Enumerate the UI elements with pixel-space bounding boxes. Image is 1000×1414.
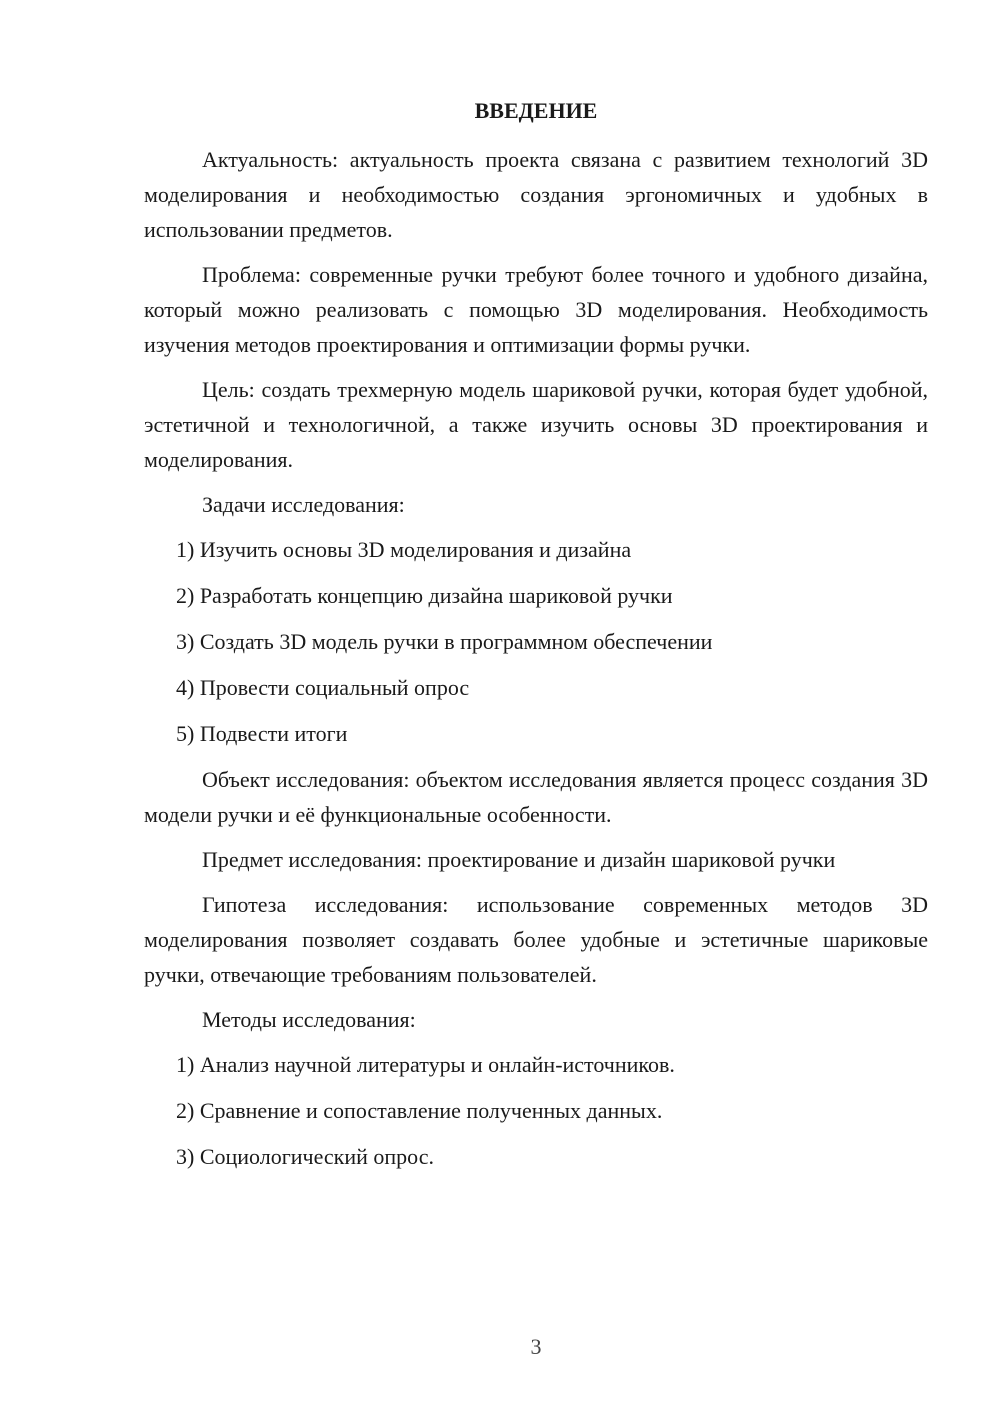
method-item-3: 3) Социологический опрос. <box>176 1144 434 1169</box>
goal-paragraph: Цель: создать трехмерную модель шариковой ручки, которая будет удобной, эстетичной и технологичной, а также изучить основы 3D проектирования и моделирования. <box>144 377 928 472</box>
tasks-list <box>144 532 928 751</box>
task-item-3: 3) Создать 3D модель ручки в программном обеспечении <box>176 629 713 654</box>
section-heading: ВВЕДЕНИЕ <box>474 98 598 123</box>
problem-paragraph: Проблема: современные ручки требуют более точного и удобного дизайна, который можно реализовать с помощью 3D моделирования. Необходимость изучения методов проектирования и оптимизации формы ручки. <box>144 262 928 357</box>
methods-list <box>144 1047 928 1174</box>
method-item-2: 2) Сравнение и сопоставление полученных данных. <box>176 1098 663 1123</box>
task-item-5: 5) Подвести итоги <box>176 721 348 746</box>
task-item-1: 1) Изучить основы 3D моделирования и дизайна <box>176 537 632 562</box>
subject-paragraph: Предмет исследования: проектирование и дизайн шариковой ручки <box>202 847 836 872</box>
tasks-label: Задачи исследования: <box>202 492 405 517</box>
hypothesis-paragraph: Гипотеза исследования: использование современных методов 3D моделирования позволяет создавать более удобные и эстетичные шариковые ручки, отвечающие требованиям пользователей. <box>144 892 928 987</box>
relevance-paragraph: Актуальность: актуальность проекта связана с развитием технологий 3D моделирования и необходимостью создания эргономичных и удобных в использовании предметов. <box>144 147 928 242</box>
page-number: 3 <box>530 1334 542 1359</box>
task-item-2: 2) Разработать концепцию дизайна шариковой ручки <box>176 583 673 608</box>
object-paragraph: Объект исследования: объектом исследования является процесс создания 3D модели ручки и её функциональные особенности. <box>144 767 928 827</box>
methods-label: Методы исследования: <box>202 1007 416 1032</box>
method-item-1: 1) Анализ научной литературы и онлайн-источников. <box>176 1052 675 1077</box>
page-content <box>144 96 928 1185</box>
task-item-4: 4) Провести социальный опрос <box>176 675 470 700</box>
